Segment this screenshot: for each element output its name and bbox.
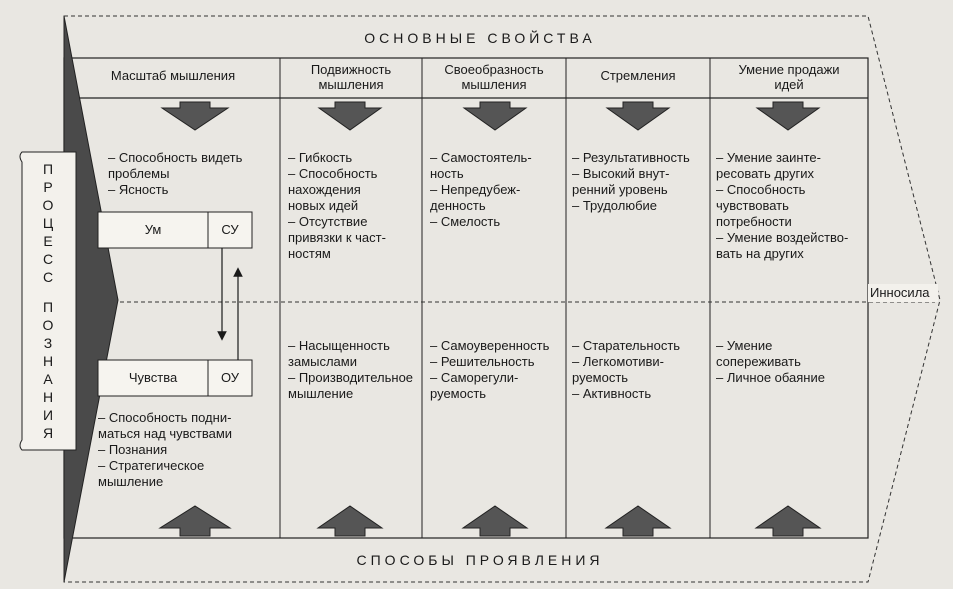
up-arrow-4	[606, 506, 670, 536]
upper-list-3: – Самостоятель- ность – Непредубеж- денность – Смелость	[430, 150, 532, 229]
column-header-3: Своеобразность мышления	[444, 62, 544, 92]
up-arrow-5	[756, 506, 820, 536]
down-arrow-3	[464, 102, 526, 130]
down-arrow-5	[757, 102, 819, 130]
mind-label: Ум	[144, 222, 162, 237]
side-letter: П	[42, 161, 54, 177]
side-letter: П	[42, 299, 54, 315]
upper-list-5: – Умение заинте- ресовать других – Способность чувствовать потребности – Умение воздейство- вать на других	[716, 150, 849, 261]
innosila-label: Инносила	[870, 285, 930, 300]
side-letter: И	[42, 407, 54, 423]
down-arrows	[162, 102, 819, 130]
up-arrows	[160, 506, 820, 536]
up-arrow-2	[318, 506, 382, 536]
upper-list-1: – Способность видеть проблемы – Ясность	[108, 150, 243, 197]
header-title: ОСНОВНЫЕ СВОЙСТВА	[364, 30, 596, 46]
side-letter: Н	[42, 389, 54, 405]
down-arrow-1	[162, 102, 228, 130]
footer-title: СПОСОБЫ ПРОЯВЛЕНИЯ	[356, 552, 604, 568]
lower-list-1: – Способность подни- маться над чувствами – Познания – Стратегическое мышление	[98, 410, 233, 489]
side-letter: Ц	[42, 215, 54, 231]
side-letter: С	[42, 251, 54, 267]
feelings-label: Чувства	[128, 370, 178, 385]
upper-list-2: – Гибкость – Способность нахождения новых идей – Отсутствие привязки к част- ностям	[288, 150, 386, 261]
lower-list-5: – Умение сопереживать – Личное обаяние	[716, 338, 825, 385]
down-arrow-4	[607, 102, 669, 130]
up-arrow-1	[160, 506, 230, 536]
side-letter: З	[43, 335, 53, 351]
column-header-4: Стремления	[600, 68, 676, 83]
side-letter: Р	[43, 179, 53, 195]
su-label: СУ	[221, 222, 239, 237]
column-header-2: Подвижность мышления	[310, 62, 392, 92]
side-letter: С	[42, 269, 54, 285]
lower-list-2: – Насыщенность замыслами – Производительное мышление	[288, 338, 414, 401]
up-arrow-3	[463, 506, 527, 536]
down-arrow-2	[319, 102, 381, 130]
lower-list-4: – Старательность – Легкомотиви- руемость – Активность	[572, 338, 681, 401]
upper-list-4: – Результативность – Высокий внут- ренний уровень – Трудолюбие	[572, 150, 690, 213]
lower-list-3: – Самоуверенность – Решительность – Саморегули- руемость	[430, 338, 550, 401]
side-label-word-process	[38, 160, 58, 286]
ou-label: ОУ	[220, 370, 240, 385]
side-letter: Н	[42, 353, 54, 369]
column-header-1: Масштаб мышления	[110, 68, 236, 83]
side-letter: О	[42, 317, 54, 333]
column-header-5: Умение продажи идей	[738, 62, 840, 92]
side-label-word-cognition	[38, 298, 58, 442]
side-letter: О	[42, 197, 54, 213]
side-letter: Е	[43, 233, 53, 249]
side-letter: Я	[42, 425, 54, 441]
outer-dashed-frame	[64, 16, 940, 582]
side-letter: А	[43, 371, 53, 387]
